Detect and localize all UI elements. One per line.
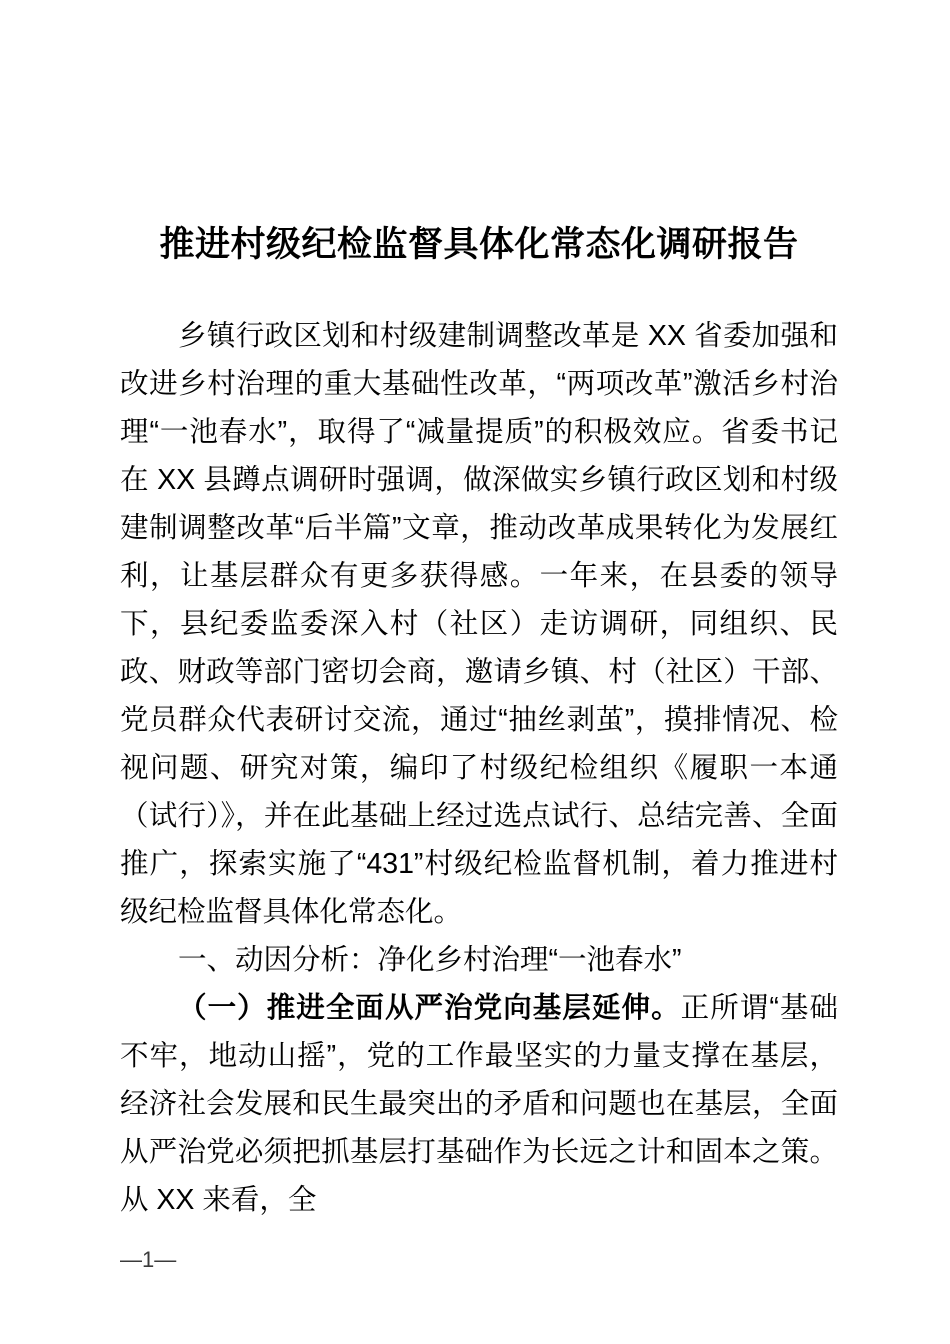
page-number: —1— [120, 1247, 177, 1272]
subsection-body-text: 正所谓“基础不牢，地动山摇”，党的工作最坚实的力量支撑在基层，经济社会发展和民生最突出的矛盾和问题也在基层，全面从严治党必须把抓基层打基础作为长远之计和固本之策。从 XX 来看，全 [120, 992, 838, 1216]
page-title: 推进村级纪检监督具体化常态化调研报告 [159, 225, 799, 264]
section-heading-one: 一、动因分析：净化乡村治理“一池春水” [178, 944, 682, 976]
page-footer [120, 1246, 838, 1274]
subsection-paragraph [120, 984, 838, 1224]
title-body-gap [120, 268, 838, 312]
intro-paragraph: 乡镇行政区划和村级建制调整改革是 XX 省委加强和改进乡村治理的重大基础性改革，“两项改革”激活乡村治理“一池春水”，取得了“减量提质”的积极效应。省委书记在 XX 县蹲点调研时强调，做深做实乡镇行政区划和村级建制调整改革“后半篇”文章，推动改革成果转化为发展红利，让基层群众有更多获得感。一年来，在县委的领导下，县纪委监委深入村（社区）走访调研，同组织、民政、财政等部门密切会商，邀请乡镇、村（社区）干部、党员群众代表研讨交流，通过“抽丝剥茧”，摸排情况、检视问题、研究对策，编印了村级纪检组织《履职一本通（试行）》，并在此基础上经过选点试行、总结完善、全面推广，探索实施了“431”村级纪检监督机制，着力推进村级纪检监督具体化常态化。 [120, 320, 838, 928]
document-content [120, 0, 838, 1224]
subsection-label: （一）推进全面从严治党向基层延伸。 [178, 992, 681, 1024]
